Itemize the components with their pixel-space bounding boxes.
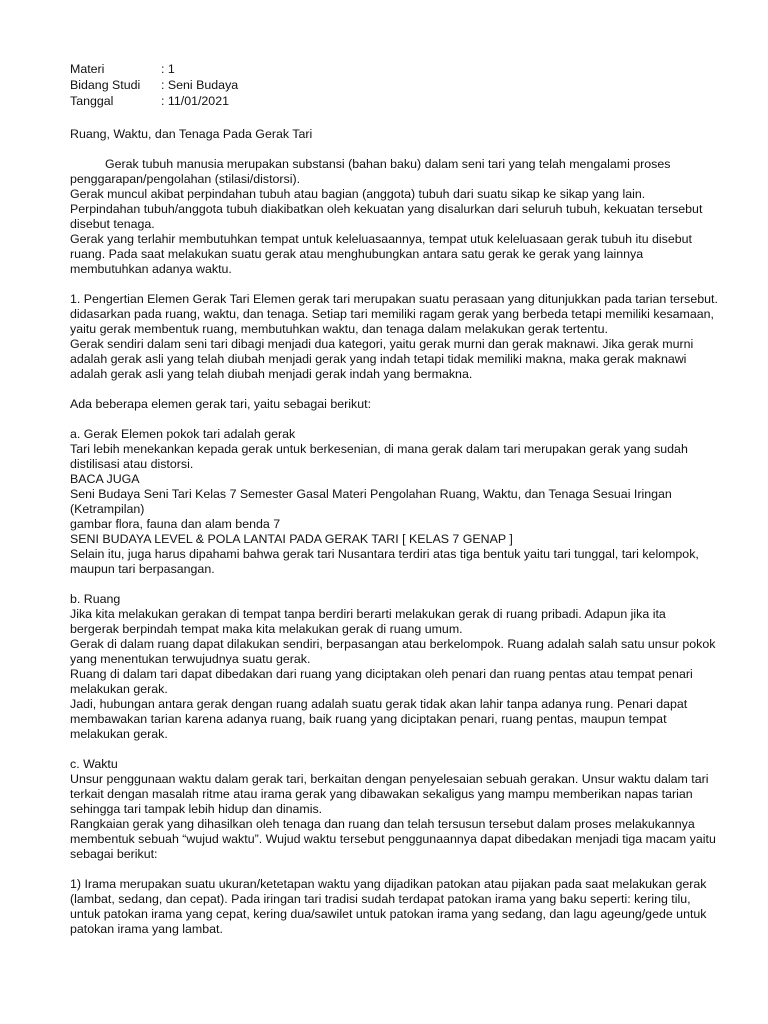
section-heading: b. Ruang (70, 592, 121, 606)
meta-label: Materi (70, 62, 105, 76)
spacer (70, 382, 718, 397)
meta-label: Tanggal (70, 94, 114, 108)
meta-block (70, 62, 718, 110)
read-also-label: BACA JUGA (70, 472, 140, 486)
list-item: 1) Irama merupakan suatu ukuran/ketetapan waktu yang dijadikan patokan atau pijakan pada saat melakukan gerak (lambat, sedang, dan cepat). Pada iringan tari tradisi sudah terdapat patokan irama yang baku seperti: kering tilu, untuk patokan irama yang cepat, kering dua/sawilet untuk patokan irama yang sedang, dan lagu ageung/gede untuk patokan irama yang lambat. (70, 877, 707, 936)
meta-row-materi (70, 62, 718, 78)
paragraph: Gerak yang terlahir membutuhkan tempat untuk keleluasaannya, tempat utuk keleluasaan gerak tubuh itu disebut ruang. Pada saat melakukan suatu gerak atau menghubungkan antara satu gerak ke gerak yang lainnya membutuhkan adanya waktu. (70, 232, 692, 276)
spacer (70, 277, 718, 292)
section-c (70, 757, 718, 862)
paragraph: Unsur penggunaan waktu dalam gerak tari, berkaitan dengan penyelesaian sebuah gerakan. Unsur waktu dalam tari terkait dengan masalah ritme atau irama gerak yang dibawakan sekaligus yang mampu memberikan napas tarian sehingga tari tampak lebih hidup dan dinamis. (70, 772, 709, 816)
paragraph: Rangkaian gerak yang dihasilkan oleh tenaga dan ruang dan telah tersusun tersebut dalam proses melakukannya membentuk sebuah “wujud waktu”. Wujud waktu tersebut penggunaannya dapat dibedakan menjadi tiga macam yaitu sebagai berikut: (70, 817, 716, 861)
paragraph: Perpindahan tubuh/anggota tubuh diakibatkan oleh kekuatan yang disalurkan dari seluruh tubuh, kekuatan tersebut disebut tenaga. (70, 202, 703, 231)
paragraph: Jadi, hubungan antara gerak dengan ruang adalah suatu gerak tidak akan lahir tanpa adanya rung. Penari dapat membawakan tarian karena adanya ruang, baik ruang yang diciptakan penari, ruang pentas, maupun tempat melakukan gerak. (70, 697, 688, 741)
section-heading: a. Gerak Elemen pokok tari adalah gerak (70, 427, 296, 441)
meta-label: Bidang Studi (70, 78, 141, 92)
spacer (70, 577, 718, 592)
paragraph: Selain itu, juga harus dipahami bahwa gerak tari Nusantara terdiri atas tiga bentuk yaitu tari tunggal, tari kelompok, maupun tari berpasangan. (70, 547, 699, 576)
document-title: Ruang, Waktu, dan Tenaga Pada Gerak Tari (70, 127, 313, 141)
section-a (70, 427, 718, 577)
section-heading: c. Waktu (70, 757, 118, 771)
spacer (70, 742, 718, 757)
spacer (70, 412, 718, 427)
paragraph: Gerak sendiri dalam seni tari dibagi menjadi dua kategori, yaitu gerak murni dan gerak maknawi. Jika gerak murni adalah gerak asli yang telah diubah menjadi gerak yang indah tetapi tidak memiliki makna, maka gerak maknawi adalah gerak asli yang telah diubah menjadi gerak indah yang bermakna. (70, 337, 694, 381)
meta-value: : 1 (161, 62, 175, 76)
related-link[interactable]: SENI BUDAYA LEVEL & POLA LANTAI PADA GERAK TARI [ KELAS 7 GENAP ] (70, 532, 513, 546)
paragraph: Jika kita melakukan gerakan di tempat tanpa berdiri berarti melakukan gerak di ruang pribadi. Adapun jika ita bergerak berpindah tempat maka kita melakukan gerak di ruang umum. (70, 607, 666, 636)
meta-row-bidang-studi (70, 78, 718, 94)
paragraph: Ruang di dalam tari dapat dibedakan dari ruang yang diciptakan oleh penari dan ruang pentas atau tempat penari melakukan gerak. (70, 667, 693, 696)
elements-intro: Ada beberapa elemen gerak tari, yaitu sebagai berikut: (70, 397, 372, 411)
meta-value: : 11/01/2021 (161, 94, 229, 108)
paragraph: 1. Pengertian Elemen Gerak Tari Elemen gerak tari merupakan suatu perasaan yang ditunjukkan pada tarian tersebut. didasarkan pada ruang, waktu, dan tenaga. Setiap tari memiliki ragam gerak yang berbeda tetapi memiliki kesamaan, yaitu gerak membentuk ruang, membutuhkan waktu, dan tenaga dalam melakukan gerak tertentu. (70, 292, 718, 336)
paragraph: Gerak di dalam ruang dapat dilakukan sendiri, berpasangan atau berkelompok. Ruang adalah salah satu unsur pokok yang menentukan terwujudnya suatu gerak. (70, 637, 716, 666)
meta-value: : Seni Budaya (161, 78, 239, 92)
paragraph: Gerak tubuh manusia merupakan substansi (bahan baku) dalam seni tari yang telah mengalami proses penggarapan/pengolahan (stilasi/distorsi). (70, 157, 671, 186)
section-1 (70, 292, 718, 382)
meta-row-tanggal (70, 94, 718, 110)
related-link[interactable]: Seni Budaya Seni Tari Kelas 7 Semester Gasal Materi Pengolahan Ruang, Waktu, dan Tenaga Sesuai Iringan (Ketrampilan) (70, 487, 672, 516)
spacer (70, 862, 718, 877)
intro-section (70, 157, 718, 277)
paragraph: Tari lebih menekankan kepada gerak untuk berkesenian, di mana gerak dalam tari merupakan gerak yang sudah distilisasi atau distorsi. (70, 442, 688, 471)
paragraph: Gerak muncul akibat perpindahan tubuh atau bagian (anggota) tubuh dari suatu sikap ke sikap yang lain. (70, 187, 646, 201)
related-link[interactable]: gambar flora, fauna dan alam benda 7 (70, 517, 281, 531)
section-b (70, 592, 718, 742)
